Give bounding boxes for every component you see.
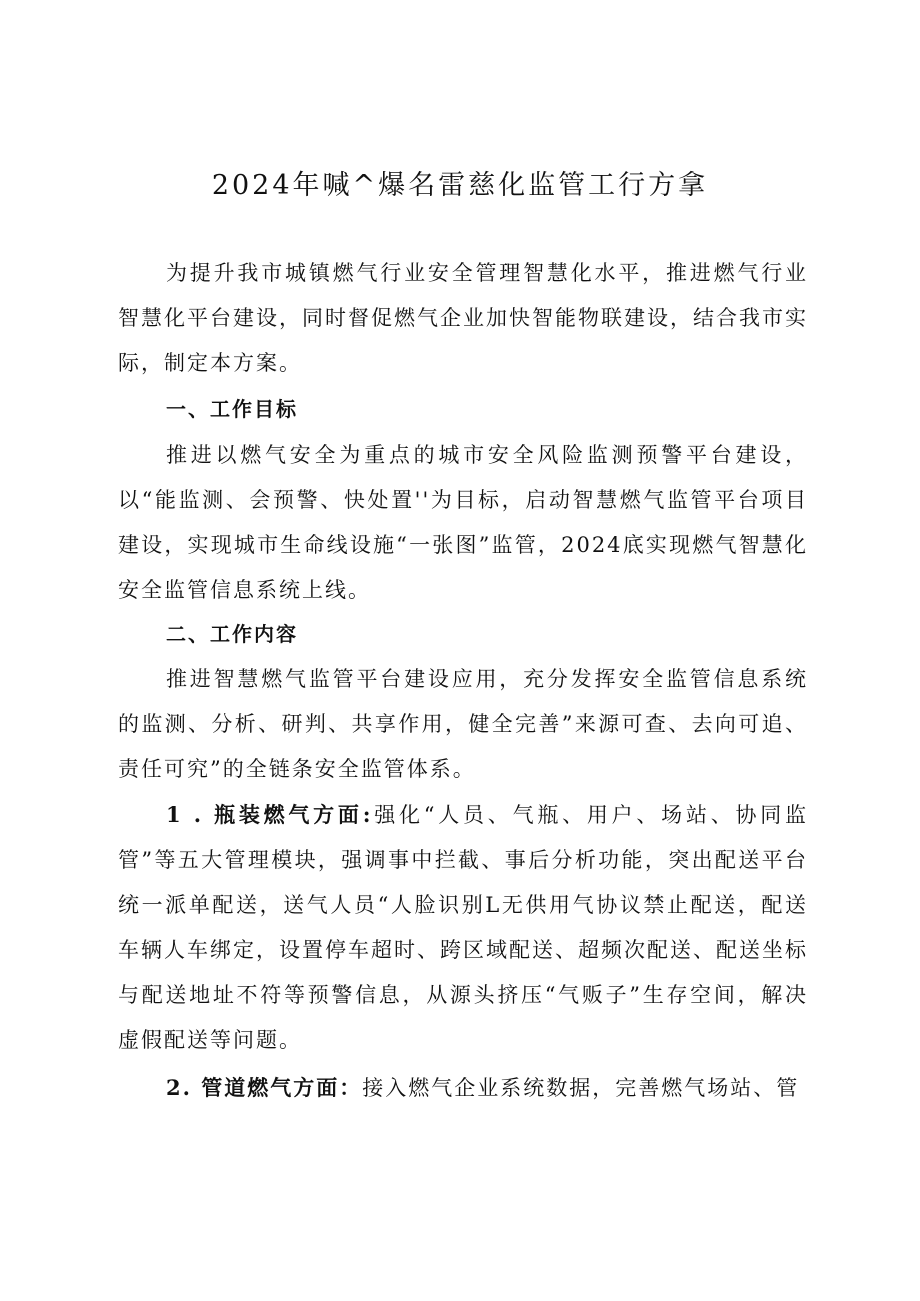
pipeline-gas-item — [118, 1065, 808, 1111]
content-paragraph: 推进智慧燃气监管平台建设应用，充分发挥安全监管信息系统的监测、分析、研判、共享作用，健全完善”来源可查、去向可追、责任可究”的全链条安全监管体系。 — [118, 667, 808, 781]
bottled-gas-text: 强化“人员、气瓶、用户、场站、协同监管”等五大管理模块，强调事中拦截、事后分析功能，突出配送平台统一派单配送，送气人员“人脸识别L无供用气协议禁止配送，配送车辆人车绑定，设置停车超时、跨区域配送、超频次配送、配送坐标与配送地址不符等预警信息，从源头挤压“气贩子”生存空间，解决虚假配送等问题。 — [118, 803, 809, 1052]
pipeline-gas-label: 2. 管道燃气方面： — [166, 1075, 363, 1100]
section-heading-goals: 一、工作目标 — [166, 397, 298, 421]
intro-paragraph: 为提升我市城镇燃气行业安全管理智慧化水平，推进燃气行业智慧化平台建设，同时督促燃气企业加快智能物联建设，结合我市实际，制定本方案。 — [118, 261, 808, 375]
document-title: 2024年喊^爆名雷慈化监管工行方拿 — [211, 170, 709, 201]
pipeline-gas-text: 接入燃气企业系统数据，完善燃气场站、管 — [362, 1076, 800, 1100]
section-heading-content: 二、工作内容 — [166, 622, 298, 646]
bottled-gas-item — [118, 792, 808, 1063]
goals-paragraph: 推进以燃气安全为重点的城市安全风险监测预警平台建设，以“能监测、会预警、快处置''为目标，启动智慧燃气监管平台项目建设，实现城市生命线设施“一张图”监管，2024底实现燃气智慧化安全监管信息系统上线。 — [118, 443, 808, 602]
bottled-gas-label: 1 . 瓶装燃气方面: — [166, 802, 373, 827]
